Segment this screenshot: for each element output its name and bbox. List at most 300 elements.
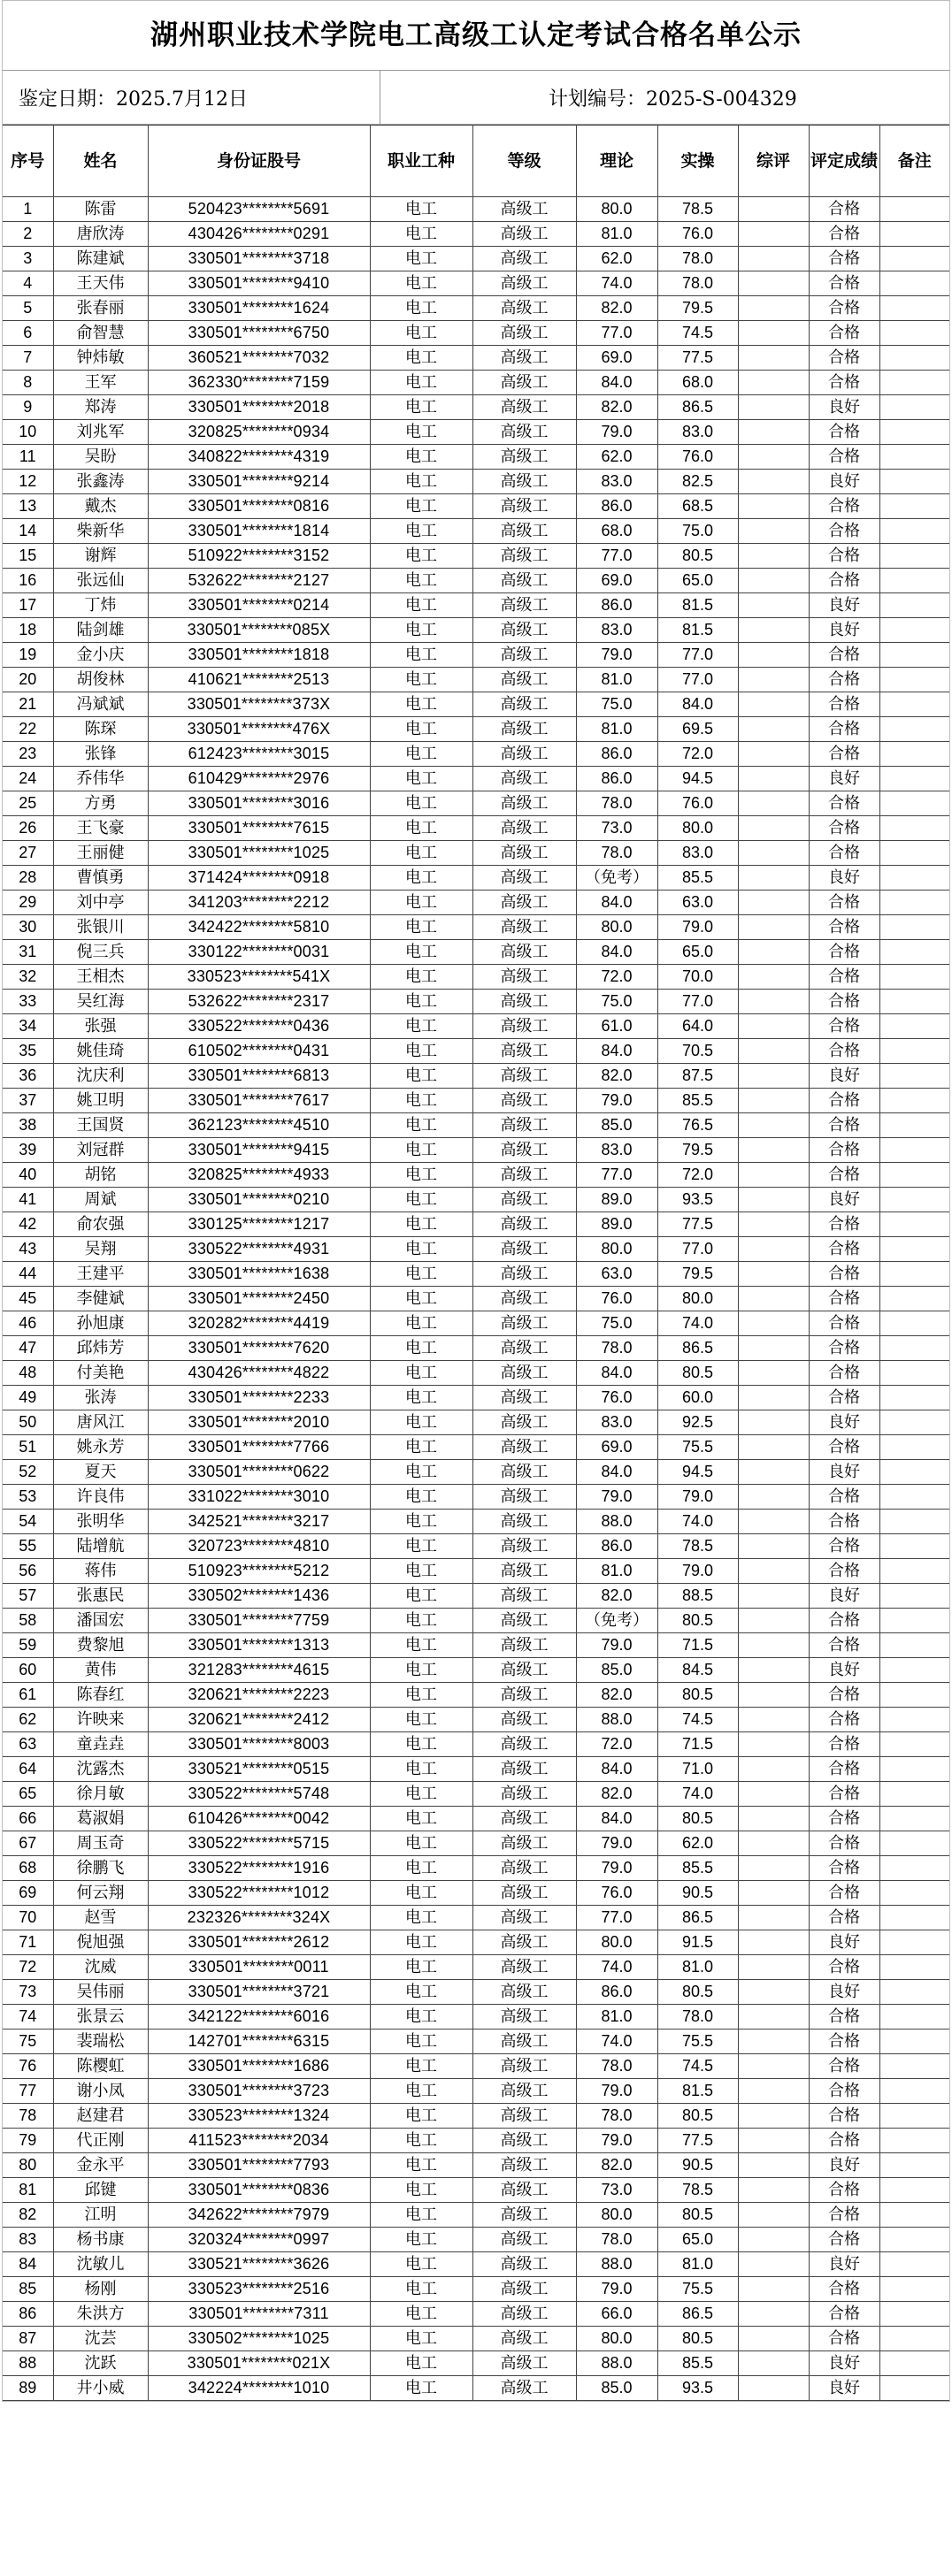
cell-level: 高级工 (472, 1089, 576, 1113)
cell-remarks (879, 1658, 949, 1683)
cell-id-number: 320324********0997 (148, 2228, 370, 2252)
cell-id-number: 330501********476X (148, 717, 370, 742)
cell-occupation: 电工 (370, 1336, 472, 1361)
table-row (3, 2252, 949, 2277)
cell-occupation: 电工 (370, 346, 472, 371)
cell-occupation: 电工 (370, 1138, 472, 1163)
cell-occupation: 电工 (370, 1559, 472, 1584)
cell-overall (738, 2079, 809, 2104)
cell-level: 高级工 (472, 1237, 576, 1262)
cell-theory: 85.0 (576, 1113, 657, 1138)
cell-overall (738, 2351, 809, 2376)
cell-name: 黄伟 (53, 1658, 148, 1683)
cell-seq: 61 (3, 1683, 53, 1708)
cell-result: 良好 (809, 1980, 879, 2005)
cell-remarks (879, 618, 949, 643)
table-row (3, 1113, 949, 1138)
cell-level: 高级工 (472, 1311, 576, 1336)
cell-name: 张明华 (53, 1510, 148, 1534)
cell-remarks (879, 668, 949, 692)
cell-level: 高级工 (472, 445, 576, 470)
cell-seq: 19 (3, 643, 53, 668)
cell-level: 高级工 (472, 1039, 576, 1064)
cell-seq: 50 (3, 1410, 53, 1435)
cell-overall (738, 1683, 809, 1708)
cell-theory: 76.0 (576, 1287, 657, 1311)
table-row (3, 1534, 949, 1559)
cell-level: 高级工 (472, 692, 576, 717)
cell-occupation: 电工 (370, 1287, 472, 1311)
cell-name: 张强 (53, 1014, 148, 1039)
cell-id-number: 330501********0210 (148, 1188, 370, 1212)
cell-result: 合格 (809, 2104, 879, 2129)
cell-seq: 58 (3, 1609, 53, 1633)
cell-name: 唐风江 (53, 1410, 148, 1435)
table-row (3, 1237, 949, 1262)
cell-occupation: 电工 (370, 1609, 472, 1633)
cell-name: 潘国宏 (53, 1609, 148, 1633)
cell-result: 合格 (809, 519, 879, 544)
cell-occupation: 电工 (370, 2252, 472, 2277)
cell-seq: 89 (3, 2376, 53, 2401)
cell-id-number: 330501********7766 (148, 1435, 370, 1460)
cell-theory: 74.0 (576, 1955, 657, 1980)
cell-theory: 79.0 (576, 2079, 657, 2104)
cell-id-number: 331022********3010 (148, 1485, 370, 1510)
cell-overall (738, 1732, 809, 1757)
cell-occupation: 电工 (370, 1485, 472, 1510)
cell-seq: 40 (3, 1163, 53, 1188)
table-row (3, 668, 949, 692)
cell-level: 高级工 (472, 494, 576, 519)
header-occupation: 职业工种 (370, 126, 472, 197)
cell-id-number: 330501********7759 (148, 1609, 370, 1633)
cell-level: 高级工 (472, 1831, 576, 1856)
appraisal-date: 鉴定日期：2025.7月12日 (3, 71, 380, 124)
cell-remarks (879, 1683, 949, 1708)
cell-occupation: 电工 (370, 2104, 472, 2129)
cell-overall (738, 1311, 809, 1336)
cell-remarks (879, 990, 949, 1014)
table-row (3, 2029, 949, 2054)
cell-remarks (879, 1757, 949, 1782)
cell-theory: 78.0 (576, 2054, 657, 2079)
cell-theory: 80.0 (576, 1237, 657, 1262)
cell-occupation: 电工 (370, 1930, 472, 1955)
cell-overall (738, 445, 809, 470)
cell-level: 高级工 (472, 1683, 576, 1708)
cell-id-number: 330521********0515 (148, 1757, 370, 1782)
cell-seq: 73 (3, 1980, 53, 2005)
table-row (3, 1188, 949, 1212)
cell-occupation: 电工 (370, 1237, 472, 1262)
cell-occupation: 电工 (370, 1064, 472, 1089)
cell-practice: 68.0 (657, 371, 738, 395)
cell-id-number: 330501********1624 (148, 296, 370, 321)
cell-overall (738, 816, 809, 841)
cell-practice: 80.5 (657, 544, 738, 569)
cell-theory: 73.0 (576, 816, 657, 841)
cell-overall (738, 1658, 809, 1683)
cell-id-number: 330501********2010 (148, 1410, 370, 1435)
cell-practice: 86.5 (657, 1906, 738, 1930)
cell-seq: 76 (3, 2054, 53, 2079)
cell-overall (738, 2252, 809, 2277)
cell-occupation: 电工 (370, 1534, 472, 1559)
cell-level: 高级工 (472, 1658, 576, 1683)
cell-overall (738, 494, 809, 519)
table-body (3, 197, 949, 2401)
cell-overall (738, 1163, 809, 1188)
cell-level: 高级工 (472, 420, 576, 445)
cell-remarks (879, 1262, 949, 1287)
cell-overall (738, 544, 809, 569)
cell-level: 高级工 (472, 1584, 576, 1609)
cell-seq: 31 (3, 940, 53, 965)
cell-overall (738, 222, 809, 247)
table-row (3, 1089, 949, 1113)
cell-occupation: 电工 (370, 445, 472, 470)
cell-result: 良好 (809, 1930, 879, 1955)
cell-level: 高级工 (472, 940, 576, 965)
cell-seq: 2 (3, 222, 53, 247)
cell-level: 高级工 (472, 1732, 576, 1757)
cell-theory: 84.0 (576, 1460, 657, 1485)
cell-result: 合格 (809, 247, 879, 271)
cell-id-number: 330125********1217 (148, 1212, 370, 1237)
cell-result: 合格 (809, 1361, 879, 1386)
cell-theory: 79.0 (576, 1633, 657, 1658)
cell-practice: 62.0 (657, 1831, 738, 1856)
cell-level: 高级工 (472, 2005, 576, 2029)
table-row (3, 1410, 949, 1435)
cell-id-number: 330521********3626 (148, 2252, 370, 2277)
cell-occupation: 电工 (370, 296, 472, 321)
table-row (3, 2203, 949, 2228)
table-row (3, 990, 949, 1014)
cell-theory: 78.0 (576, 2228, 657, 2252)
cell-overall (738, 420, 809, 445)
cell-seq: 20 (3, 668, 53, 692)
cell-result: 合格 (809, 791, 879, 816)
cell-name: 陈雷 (53, 197, 148, 222)
cell-id-number: 330523********1324 (148, 2104, 370, 2129)
cell-name: 王国贤 (53, 1113, 148, 1138)
cell-name: 刘冠群 (53, 1138, 148, 1163)
cell-id-number: 330501********7617 (148, 1089, 370, 1113)
cell-overall (738, 2228, 809, 2252)
cell-result: 合格 (809, 965, 879, 990)
cell-occupation: 电工 (370, 2005, 472, 2029)
cell-occupation: 电工 (370, 618, 472, 643)
cell-level: 高级工 (472, 2178, 576, 2203)
cell-theory: 79.0 (576, 1485, 657, 1510)
cell-result: 合格 (809, 915, 879, 940)
cell-result: 合格 (809, 717, 879, 742)
cell-occupation: 电工 (370, 692, 472, 717)
cell-seq: 82 (3, 2203, 53, 2228)
cell-overall (738, 1386, 809, 1410)
table-row (3, 1212, 949, 1237)
cell-seq: 43 (3, 1237, 53, 1262)
cell-remarks (879, 2277, 949, 2302)
cell-name: 吴翔 (53, 1237, 148, 1262)
cell-level: 高级工 (472, 990, 576, 1014)
cell-id-number: 330501********0214 (148, 593, 370, 618)
cell-occupation: 电工 (370, 1510, 472, 1534)
cell-seq: 86 (3, 2302, 53, 2327)
cell-occupation: 电工 (370, 866, 472, 891)
cell-id-number: 330522********4931 (148, 1237, 370, 1262)
cell-id-number: 320621********2223 (148, 1683, 370, 1708)
cell-id-number: 320621********2412 (148, 1708, 370, 1732)
cell-occupation: 电工 (370, 1460, 472, 1485)
cell-name: 胡铭 (53, 1163, 148, 1188)
cell-remarks (879, 717, 949, 742)
cell-name: 费黎旭 (53, 1633, 148, 1658)
cell-practice: 79.5 (657, 1262, 738, 1287)
cell-result: 合格 (809, 296, 879, 321)
cell-name: 姚卫明 (53, 1089, 148, 1113)
cell-remarks (879, 222, 949, 247)
cell-name: 周斌 (53, 1188, 148, 1212)
cell-result: 合格 (809, 1336, 879, 1361)
cell-remarks (879, 1732, 949, 1757)
cell-overall (738, 1188, 809, 1212)
cell-name: 何云翔 (53, 1881, 148, 1906)
cell-practice: 74.0 (657, 1311, 738, 1336)
cell-overall (738, 321, 809, 346)
table-row (3, 965, 949, 990)
cell-occupation: 电工 (370, 2029, 472, 2054)
cell-overall (738, 1113, 809, 1138)
cell-practice: 80.5 (657, 1683, 738, 1708)
cell-theory: 80.0 (576, 2203, 657, 2228)
cell-remarks (879, 569, 949, 593)
cell-level: 高级工 (472, 1856, 576, 1881)
cell-name: 沈露杰 (53, 1757, 148, 1782)
cell-level: 高级工 (472, 1262, 576, 1287)
cell-result: 良好 (809, 1064, 879, 1089)
table-row (3, 1708, 949, 1732)
table-row (3, 1386, 949, 1410)
cell-theory: 84.0 (576, 1757, 657, 1782)
cell-occupation: 电工 (370, 1188, 472, 1212)
cell-practice: 80.5 (657, 2203, 738, 2228)
cell-occupation: 电工 (370, 395, 472, 420)
cell-level: 高级工 (472, 1138, 576, 1163)
cell-result: 合格 (809, 1732, 879, 1757)
cell-name: 陈春红 (53, 1683, 148, 1708)
cell-occupation: 电工 (370, 494, 472, 519)
cell-level: 高级工 (472, 965, 576, 990)
cell-occupation: 电工 (370, 1683, 472, 1708)
cell-remarks (879, 1906, 949, 1930)
cell-theory: 82.0 (576, 1683, 657, 1708)
cell-name: 张锋 (53, 742, 148, 767)
cell-seq: 63 (3, 1732, 53, 1757)
cell-id-number: 330501********2612 (148, 1930, 370, 1955)
cell-seq: 23 (3, 742, 53, 767)
cell-level: 高级工 (472, 791, 576, 816)
cell-level: 高级工 (472, 1510, 576, 1534)
cell-theory: 86.0 (576, 767, 657, 791)
cell-overall (738, 1237, 809, 1262)
cell-theory: 77.0 (576, 544, 657, 569)
cell-name: 江明 (53, 2203, 148, 2228)
cell-theory: 77.0 (576, 321, 657, 346)
cell-overall (738, 1980, 809, 2005)
cell-id-number: 330501********7620 (148, 1336, 370, 1361)
table-row (3, 1311, 949, 1336)
cell-practice: 65.0 (657, 940, 738, 965)
cell-id-number: 330501********3721 (148, 1980, 370, 2005)
cell-level: 高级工 (472, 2351, 576, 2376)
cell-overall (738, 1708, 809, 1732)
cell-remarks (879, 1584, 949, 1609)
cell-id-number: 330522********1012 (148, 1881, 370, 1906)
cell-practice: 94.5 (657, 767, 738, 791)
cell-occupation: 电工 (370, 2376, 472, 2401)
cell-occupation: 电工 (370, 1361, 472, 1386)
cell-id-number: 532622********2127 (148, 569, 370, 593)
plan-number: 计划编号：2025-S-004329 (549, 88, 797, 111)
cell-remarks (879, 1955, 949, 1980)
cell-practice: 79.5 (657, 296, 738, 321)
cell-result: 合格 (809, 2129, 879, 2153)
cell-occupation: 电工 (370, 1584, 472, 1609)
cell-id-number: 330501********9415 (148, 1138, 370, 1163)
cell-id-number: 330501********7793 (148, 2153, 370, 2178)
cell-theory: 82.0 (576, 1782, 657, 1807)
cell-remarks (879, 1534, 949, 1559)
table-row (3, 1014, 949, 1039)
cell-remarks (879, 371, 949, 395)
cell-theory: 69.0 (576, 569, 657, 593)
cell-overall (738, 1782, 809, 1807)
cell-seq: 74 (3, 2005, 53, 2029)
cell-level: 高级工 (472, 1460, 576, 1485)
cell-remarks (879, 2104, 949, 2129)
table-row (3, 1807, 949, 1831)
cell-remarks (879, 2302, 949, 2327)
cell-overall (738, 767, 809, 791)
table-row (3, 1683, 949, 1708)
cell-remarks (879, 965, 949, 990)
cell-occupation: 电工 (370, 940, 472, 965)
cell-theory: 79.0 (576, 643, 657, 668)
table-row (3, 2277, 949, 2302)
cell-remarks (879, 1930, 949, 1955)
cell-result: 合格 (809, 2203, 879, 2228)
cell-overall (738, 1262, 809, 1287)
cell-practice: 92.5 (657, 1410, 738, 1435)
cell-practice: 90.5 (657, 2153, 738, 2178)
cell-id-number: 342521********3217 (148, 1510, 370, 1534)
cell-practice: 86.5 (657, 395, 738, 420)
cell-occupation: 电工 (370, 1782, 472, 1807)
cell-practice: 88.5 (657, 1584, 738, 1609)
table-row (3, 891, 949, 915)
table-row (3, 1980, 949, 2005)
cell-id-number: 330522********0436 (148, 1014, 370, 1039)
cell-practice: 72.0 (657, 1163, 738, 1188)
cell-name: 姚永芳 (53, 1435, 148, 1460)
cell-seq: 16 (3, 569, 53, 593)
cell-result: 合格 (809, 1881, 879, 1906)
cell-name: 王丽健 (53, 841, 148, 866)
cell-name: 丁炜 (53, 593, 148, 618)
cell-seq: 11 (3, 445, 53, 470)
cell-name: 谢小凤 (53, 2079, 148, 2104)
cell-overall (738, 915, 809, 940)
cell-seq: 64 (3, 1757, 53, 1782)
cell-remarks (879, 296, 949, 321)
cell-name: 谢辉 (53, 544, 148, 569)
table-row (3, 1658, 949, 1683)
cell-id-number: 330501********0816 (148, 494, 370, 519)
cell-level: 高级工 (472, 1633, 576, 1658)
cell-occupation: 电工 (370, 2327, 472, 2351)
cell-level: 高级工 (472, 1113, 576, 1138)
cell-practice: 87.5 (657, 1064, 738, 1089)
table-row (3, 866, 949, 891)
cell-practice: 60.0 (657, 1386, 738, 1410)
table-row (3, 1930, 949, 1955)
header-overall: 综评 (738, 126, 809, 197)
cell-result: 合格 (809, 222, 879, 247)
cell-practice: 80.0 (657, 1287, 738, 1311)
cell-name: 吴红海 (53, 990, 148, 1014)
cell-remarks (879, 1980, 949, 2005)
cell-id-number: 330501********2018 (148, 395, 370, 420)
cell-level: 高级工 (472, 346, 576, 371)
cell-overall (738, 891, 809, 915)
cell-seq: 56 (3, 1559, 53, 1584)
cell-remarks (879, 1609, 949, 1633)
cell-remarks (879, 791, 949, 816)
cell-occupation: 电工 (370, 767, 472, 791)
table-row (3, 841, 949, 866)
cell-remarks (879, 1138, 949, 1163)
cell-practice: 64.0 (657, 1014, 738, 1039)
table-row (3, 1559, 949, 1584)
cell-theory: 86.0 (576, 1534, 657, 1559)
cell-occupation: 电工 (370, 1311, 472, 1336)
cell-overall (738, 1633, 809, 1658)
cell-seq: 12 (3, 470, 53, 494)
cell-name: 邱炜芳 (53, 1336, 148, 1361)
cell-result: 合格 (809, 544, 879, 569)
cell-name: 杨书康 (53, 2228, 148, 2252)
cell-name: 张远仙 (53, 569, 148, 593)
cell-seq: 48 (3, 1361, 53, 1386)
cell-name: 童垚垚 (53, 1732, 148, 1757)
table-row (3, 296, 949, 321)
table-row (3, 2129, 949, 2153)
cell-occupation: 电工 (370, 1435, 472, 1460)
cell-theory: 74.0 (576, 2029, 657, 2054)
cell-occupation: 电工 (370, 1014, 472, 1039)
cell-practice: 81.5 (657, 593, 738, 618)
cell-theory: 77.0 (576, 1163, 657, 1188)
header-level: 等级 (472, 126, 576, 197)
cell-result: 合格 (809, 1039, 879, 1064)
cell-practice: 86.5 (657, 1336, 738, 1361)
cell-result: 良好 (809, 1460, 879, 1485)
cell-practice: 74.0 (657, 1782, 738, 1807)
cell-occupation: 电工 (370, 2302, 472, 2327)
